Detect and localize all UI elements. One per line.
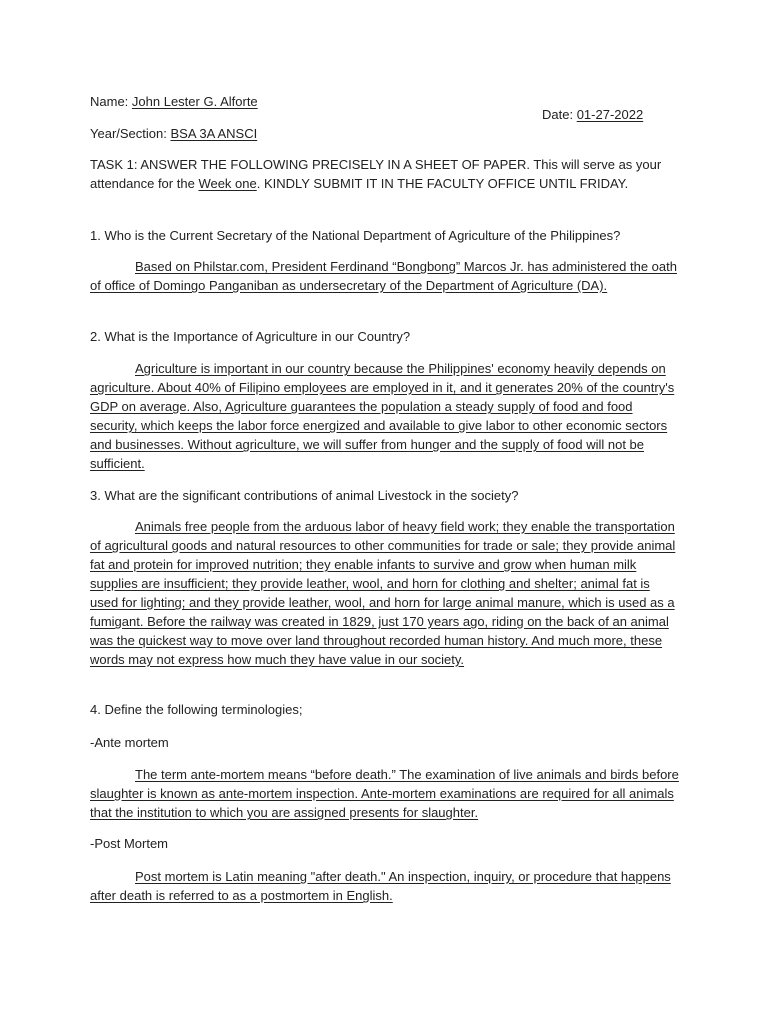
term-post-mortem: -Post Mortem: [90, 836, 169, 851]
section-value: BSA 3A ANSCI: [170, 126, 258, 141]
date-line: [542, 105, 643, 124]
question-1: 1. Who is the Current Secretary of the National Department of Agriculture of the Philippines?: [90, 228, 621, 243]
definition-post-mortem: [90, 867, 680, 905]
term-ante-mortem: -Ante mortem: [90, 735, 169, 750]
definition-post-mortem-text: Post mortem is Latin meaning "after death." An inspection, inquiry, or procedure that happens after death is referred to as a postmortem in English.: [90, 869, 671, 903]
section-label: Year/Section:: [90, 126, 167, 141]
answer-3-text: Animals free people from the arduous labor of heavy field work; they enable the transportation of agricultural goods and natural resources to other communities for trade or sale; they provide animal fat and protein for improved nutrition; they enable infants to survive and grow when human milk supplies are insufficient; they provide leather, wool, and horn for clothing and shelter; animal fat is used for lighting; and they provide leather, wool, and horn for large animal manure, which is used as a fumigant. Before the railway was created in 1829, just 170 years ago, riding on the back of an animal was the quickest way to move over land throughout recorded human history. And much more, these words may not express how much they have value in our society.: [90, 519, 676, 667]
definition-ante-mortem-text: The term ante-mortem means “before death.” The examination of live animals and birds before slaughter is known as ante-mortem inspection. Ante-mortem examinations are required for all animals that the institution to which you are assigned presents for slaughter.: [90, 767, 679, 820]
question-3: 3. What are the significant contributions of animal Livestock in the society?: [90, 488, 519, 503]
answer-2: [90, 359, 680, 473]
task-text-part1: TASK 1: ANSWER THE FOLLOWING PRECISELY IN A SHEET OF PAPER. This will serve as your attendance for the: [90, 157, 662, 191]
question-4: 4. Define the following terminologies;: [90, 702, 303, 717]
answer-1-text: Based on Philstar.com, President Ferdinand “Bongbong” Marcos Jr. has administered the oath of office of Domingo Panganiban as undersecretary of the Department of Agriculture (DA).: [90, 259, 677, 293]
answer-2-text: Agriculture is important in our country because the Philippines' economy heavily depends on agriculture. About 40% of Filipino employees are employed in it, and it generates 20% of the country's GDP on average. Also, Agriculture guarantees the population a steady supply of food and food security, which keeps the labor force energized and available to give labor to other economic sectors and businesses. Without agriculture, we will suffer from hunger and the supply of food will not be sufficient.: [90, 361, 675, 471]
name-value: John Lester G. Alforte: [131, 94, 258, 109]
section-line: [90, 124, 680, 143]
definition-ante-mortem: [90, 765, 680, 822]
task-week: Week one: [198, 176, 257, 191]
task-instructions: [90, 155, 680, 193]
date-value: 01-27-2022: [576, 107, 644, 122]
task-text-part2: . KINDLY SUBMIT IT IN THE FACULTY OFFICE UNTIL FRIDAY.: [256, 176, 629, 191]
date-label: Date:: [542, 107, 574, 122]
answer-3: [90, 517, 680, 669]
answer-1: [90, 257, 680, 295]
name-label: Name:: [90, 94, 129, 109]
question-2: 2. What is the Importance of Agriculture in our Country?: [90, 329, 411, 344]
